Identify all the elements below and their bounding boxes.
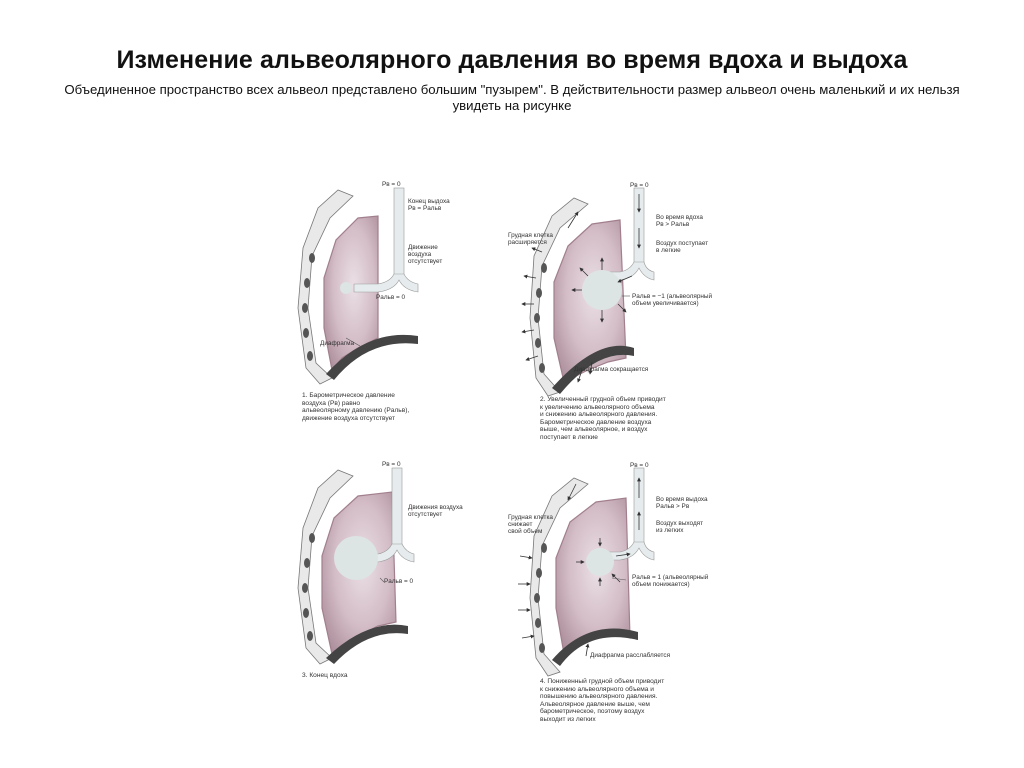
page-title: Изменение альвеолярного давления во время вдоха и выдоха [116, 46, 908, 74]
panel-2-inspiration [508, 178, 718, 458]
panel-1-diaphragm: Диафрагма [320, 340, 355, 347]
panel-2-diaphragm: Диафрагма сокращается [574, 366, 649, 373]
page-subtitle: Объединенное пространство всех альвеол представлено большим "пузырем". В действительности размер альвеол очень маленький и их нельзя увидеть на рисунке [64, 82, 960, 113]
panel-1-air-movement: Движение воздуха отсутствует [408, 244, 443, 266]
panel-3-pressure-atm: Pв = 0 [382, 461, 401, 468]
panel-3-pressure-alv: Pальв = 0 [384, 578, 414, 585]
panel-4-chest-label: Грудная клетка снижает свой объем [508, 514, 553, 536]
panel-4-pressure-alv: Pальв = 1 (альвеолярный объем понижается) [632, 574, 709, 589]
panel-1-caption: 1. Барометрическое давление воздуха (Pв) равно альвеолярному давлению (Pальв), движение воздуха отсутствует [302, 392, 410, 422]
panel-1-note: Конец выдоха Pв = Pальв [408, 198, 450, 213]
panel-3-air-movement: Движения воздуха отсутствует [408, 504, 463, 519]
panel-4-note: Во время выдоха Pальв > Pв [656, 496, 708, 511]
panel-4-air-flow: Воздух выходят из легких [656, 520, 704, 535]
panel-2-pressure-alv: Pальв = −1 (альвеолярный объем увеличивается) [632, 293, 713, 308]
panel-3-end-inspiration [298, 458, 498, 688]
panel-2-caption: 2. Увеличенный грудной объем приводит к увеличению альвеолярного объема и снижению альвеолярного давления. Барометрическое давление воздуха выше, чем альвеолярное, и воздух поступает в легкие [540, 396, 666, 441]
panel-2-pressure-atm: Pв = 0 [630, 182, 649, 189]
panel-2-note: Во время вдоха Pв > Pальв [656, 214, 703, 229]
panel-4-pressure-atm: Pв = 0 [630, 462, 649, 469]
panel-2-air-flow: Воздух поступает в легкие [656, 240, 709, 255]
panel-1-pressure-atm: Pв = 0 [382, 181, 401, 188]
panel-1-end-expiration [298, 178, 498, 438]
panel-4-expiration [508, 458, 718, 730]
panel-2-chest-label: Грудная клетка расширяется [508, 232, 553, 247]
panel-4-diaphragm: Диафрагма расслабляется [590, 652, 671, 659]
panel-1-pressure-alv: Pальв = 0 [376, 294, 406, 301]
panel-3-drawing [298, 458, 498, 688]
panel-3-caption: 3. Конец вдоха [302, 672, 348, 679]
panel-4-caption: 4. Пониженный грудной объем приводит к снижению альвеолярного объема и повышению альвеолярного давления. Альвеолярное давление выше, чем барометрическое, поэтому воздух выходит из легких [540, 678, 665, 723]
